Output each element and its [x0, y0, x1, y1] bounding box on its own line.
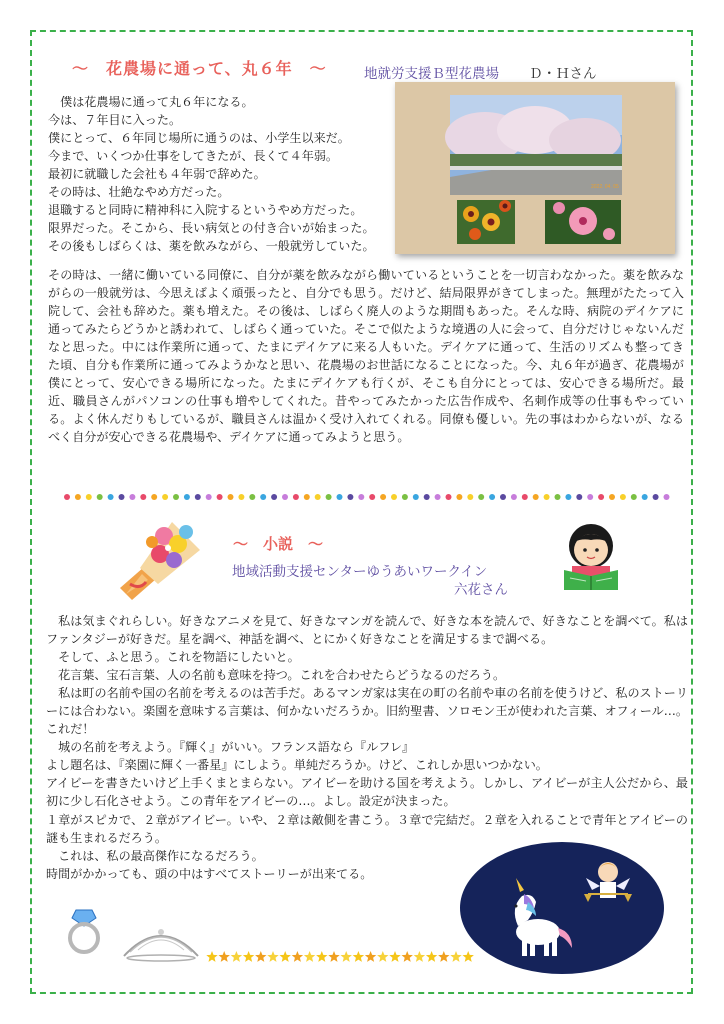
divider-dot — [173, 494, 179, 500]
star-icon — [377, 951, 388, 962]
divider-dot — [413, 494, 419, 500]
divider-dot — [380, 494, 386, 500]
divider-dot — [544, 494, 550, 500]
divider-dot — [282, 494, 288, 500]
star-icon — [402, 951, 413, 962]
article1-author-name: Ｄ・Ｈさん — [529, 66, 597, 82]
star-icon — [243, 951, 254, 962]
star-icon — [450, 951, 461, 962]
article1-line: 僕は花農場に通って丸６年になる。 — [48, 95, 254, 109]
article1-line: 今は、７年目に入った。 — [48, 113, 182, 128]
flower-farm-photo — [395, 82, 675, 254]
divider-dot — [184, 494, 190, 500]
star-icon — [267, 951, 278, 962]
divider-dot — [151, 494, 157, 500]
article1-author-org: 地就労支援Ｂ型花農場 — [364, 66, 499, 82]
photo-date-stamp: 2022. 04. 05 — [591, 184, 619, 190]
article2-paragraph: 花言葉、宝石言葉、人の名前も意味を持つ。これを合わせたらどうなるのだろう。 — [46, 668, 506, 683]
star-garland — [206, 946, 482, 968]
divider-dot — [391, 494, 397, 500]
star-icon — [389, 951, 400, 962]
divider-dot — [511, 494, 517, 500]
article2-paragraph: 私は町の名前や国の名前を考えるのは苦手だ。あるマンガ家は実在の町の名前や車の名前を使うけど、私のストーリーには合わない。楽園を意味する言葉は、何かないだろうか。旧約聖書、ソロモン王が使われた言葉、オフィール…。これだ！ — [46, 686, 688, 737]
star-icon — [341, 951, 352, 962]
divider-dot — [424, 494, 430, 500]
star-icon — [328, 951, 339, 962]
star-icon — [463, 951, 474, 962]
divider-dot — [576, 494, 582, 500]
star-icon — [414, 951, 425, 962]
article1-line: その時は、壮絶なやめ方だった。 — [48, 185, 230, 200]
divider-dot — [369, 494, 375, 500]
article2-author-org: 地域活動支援センターゆうあいワークイン — [232, 564, 488, 580]
star-icon — [292, 951, 303, 962]
divider-dot — [402, 494, 408, 500]
bouquet-illustration — [112, 514, 202, 600]
divider-dot — [195, 494, 201, 500]
night-sky-illustration — [458, 840, 666, 976]
divider-dot — [631, 494, 637, 500]
star-icon — [255, 951, 266, 962]
divider-dot — [642, 494, 648, 500]
article1-body — [48, 266, 684, 446]
article1-byline — [364, 62, 597, 82]
star-icon — [280, 951, 291, 962]
article2-paragraph: 城の名前を考えよう。『輝く』がいい。フランス語なら『ルフレ』 — [46, 740, 415, 755]
article2-paragraph: アイビーを書きたいけど上手くまとまらない。アイビーを助ける国を考えよう。しかし、アイビーが主人公だから、最初に少し石化させよう。この青年をアイビーの…。よし。設定が決まった。 — [46, 776, 688, 809]
article2-paragraph: 私は気まぐれらしい。好きなアニメを見て、好きなマンガを読んで、好きな本を読んで、好きなことを調べて。私はファンタジーが好きだ。星を調べ、神話を調べ、とにかく好きなことを満足するまで調べる。 — [46, 614, 688, 647]
article2-author-name: 六花さん — [454, 582, 508, 598]
article2-paragraph: １章がスピカで、２章がアイビー。いや、２章は敵側を書こう。３章で完結だ。２章を入れることで青年とアイビーの謎も生まれるだろう。 — [46, 812, 688, 845]
article2-title: ～ 小説 ～ — [233, 535, 324, 553]
star-icon — [353, 951, 364, 962]
article2-paragraph: 時間がかかっても、頭の中はすべてストーリーが出来てる。 — [46, 866, 373, 881]
article1-line: 僕にとって、６年同じ場所に通うのは、小学生以来だ。 — [48, 131, 350, 146]
divider-dot — [358, 494, 364, 500]
article1-paragraph: その時は、一緒に働いている同僚に、自分が薬を飲みながら働いているということを一切言わなかった。薬を飲みながらの一般就労は、今思えばよく頑張ったと、自分でも思う。だけど、結局限界がきてしまった。無理がたたって入院して、会社も辞めた。薬も増えた。その後は、しばらく廃人のような期間もあった。そんな時、病院のデイケアに通ってみたらどうかと誘われて、しばらく通っていた。そこで似たような境遇の人に会って、自分だけじゃないんだなと思った。中には作業所に通って、たまにデイケアに来る人もいた。デイケアに通って、生活のリズムも整ってきた頃、自分も作業所に通ってみようかなと思い、花農場のお世話になることになった。今、丸６年が過ぎ、花農場が僕にとって、安心できる場所になった。たまにデイケアも行くが、そこも自分にとっては、安心できる場所だ。最近、職員さんがパソコンの仕事も増やしてくれた。昔やってみたかった広告作成や、名刺作成等の仕事もやっている。よく休んだりもしているが、職員さんは温かく受け入れてくれる。同僚も優しい。先の事はわからないが、なるべく自分が安心できる花農場や、デイケアに通ってみようと思う。 — [48, 268, 684, 445]
divider-dot — [162, 494, 168, 500]
divider-dot — [129, 494, 135, 500]
divider-dot — [598, 494, 604, 500]
divider-dot — [64, 494, 70, 500]
article1-line: 今まで、いくつか仕事をしてきたが、長くて４年弱。 — [48, 149, 339, 164]
article2-paragraph: そして、ふと思う。これを物語にしたいと。 — [46, 650, 300, 665]
star-icon — [231, 951, 242, 962]
divider-dot — [347, 494, 353, 500]
divider-dot — [587, 494, 593, 500]
divider-dot — [228, 494, 234, 500]
divider-dot — [119, 494, 125, 500]
article1-line: 退職すると同時に精神科に入院するというやめ方だった。 — [48, 203, 363, 218]
divider-dot — [446, 494, 452, 500]
divider-dot — [620, 494, 626, 500]
divider-dot — [467, 494, 473, 500]
article2-byline — [232, 563, 508, 599]
divider-dot — [108, 494, 114, 500]
divider-dot — [326, 494, 332, 500]
article1-line: 最初に就職した会社も４年弱で辞めた。 — [48, 167, 266, 182]
divider-dot — [555, 494, 561, 500]
tiara-icon — [120, 922, 202, 962]
divider-dot — [653, 494, 659, 500]
star-icon — [438, 951, 449, 962]
divider-dot — [260, 494, 266, 500]
divider-dot — [337, 494, 343, 500]
divider-dot — [75, 494, 81, 500]
star-icon — [304, 951, 315, 962]
divider-dot — [478, 494, 484, 500]
article1-intro — [48, 93, 388, 255]
article2-paragraph: よし題名は、『楽園に輝く一番星』にしよう。単純だろうか。けど、これしか思いつかない。 — [46, 758, 548, 773]
divider-dot — [500, 494, 506, 500]
divider-dot — [86, 494, 92, 500]
star-icon — [426, 951, 437, 962]
divider-dot — [435, 494, 441, 500]
divider-dot — [238, 494, 244, 500]
divider-dot — [140, 494, 146, 500]
divider-dot — [217, 494, 223, 500]
star-icon — [365, 951, 376, 962]
divider-dot — [565, 494, 571, 500]
article1-title: ～ 花農場に通って、丸６年 ～ — [72, 59, 327, 78]
reading-girl-illustration — [556, 518, 626, 590]
divider-dot — [609, 494, 615, 500]
article2-paragraph: これは、私の最高傑作になるだろう。 — [46, 848, 264, 863]
divider-dot — [489, 494, 495, 500]
divider-dot — [315, 494, 321, 500]
star-icon — [219, 951, 230, 962]
divider-dot — [271, 494, 277, 500]
divider-dot — [522, 494, 528, 500]
diamond-ring-icon — [60, 904, 108, 956]
divider-dot — [304, 494, 310, 500]
divider-dot — [456, 494, 462, 500]
dotted-divider — [62, 492, 672, 502]
divider-dot — [664, 494, 670, 500]
article1-line: その後もしばらくは、薬を飲みながら、一般就労していた。 — [48, 239, 375, 254]
divider-dot — [97, 494, 103, 500]
star-icon — [316, 951, 327, 962]
divider-dot — [533, 494, 539, 500]
article1-line: 限界だった。そこから、長い病気との付き合いが始まった。 — [48, 221, 375, 236]
divider-dot — [249, 494, 255, 500]
divider-dot — [293, 494, 299, 500]
star-icon — [206, 951, 217, 962]
divider-dot — [206, 494, 212, 500]
